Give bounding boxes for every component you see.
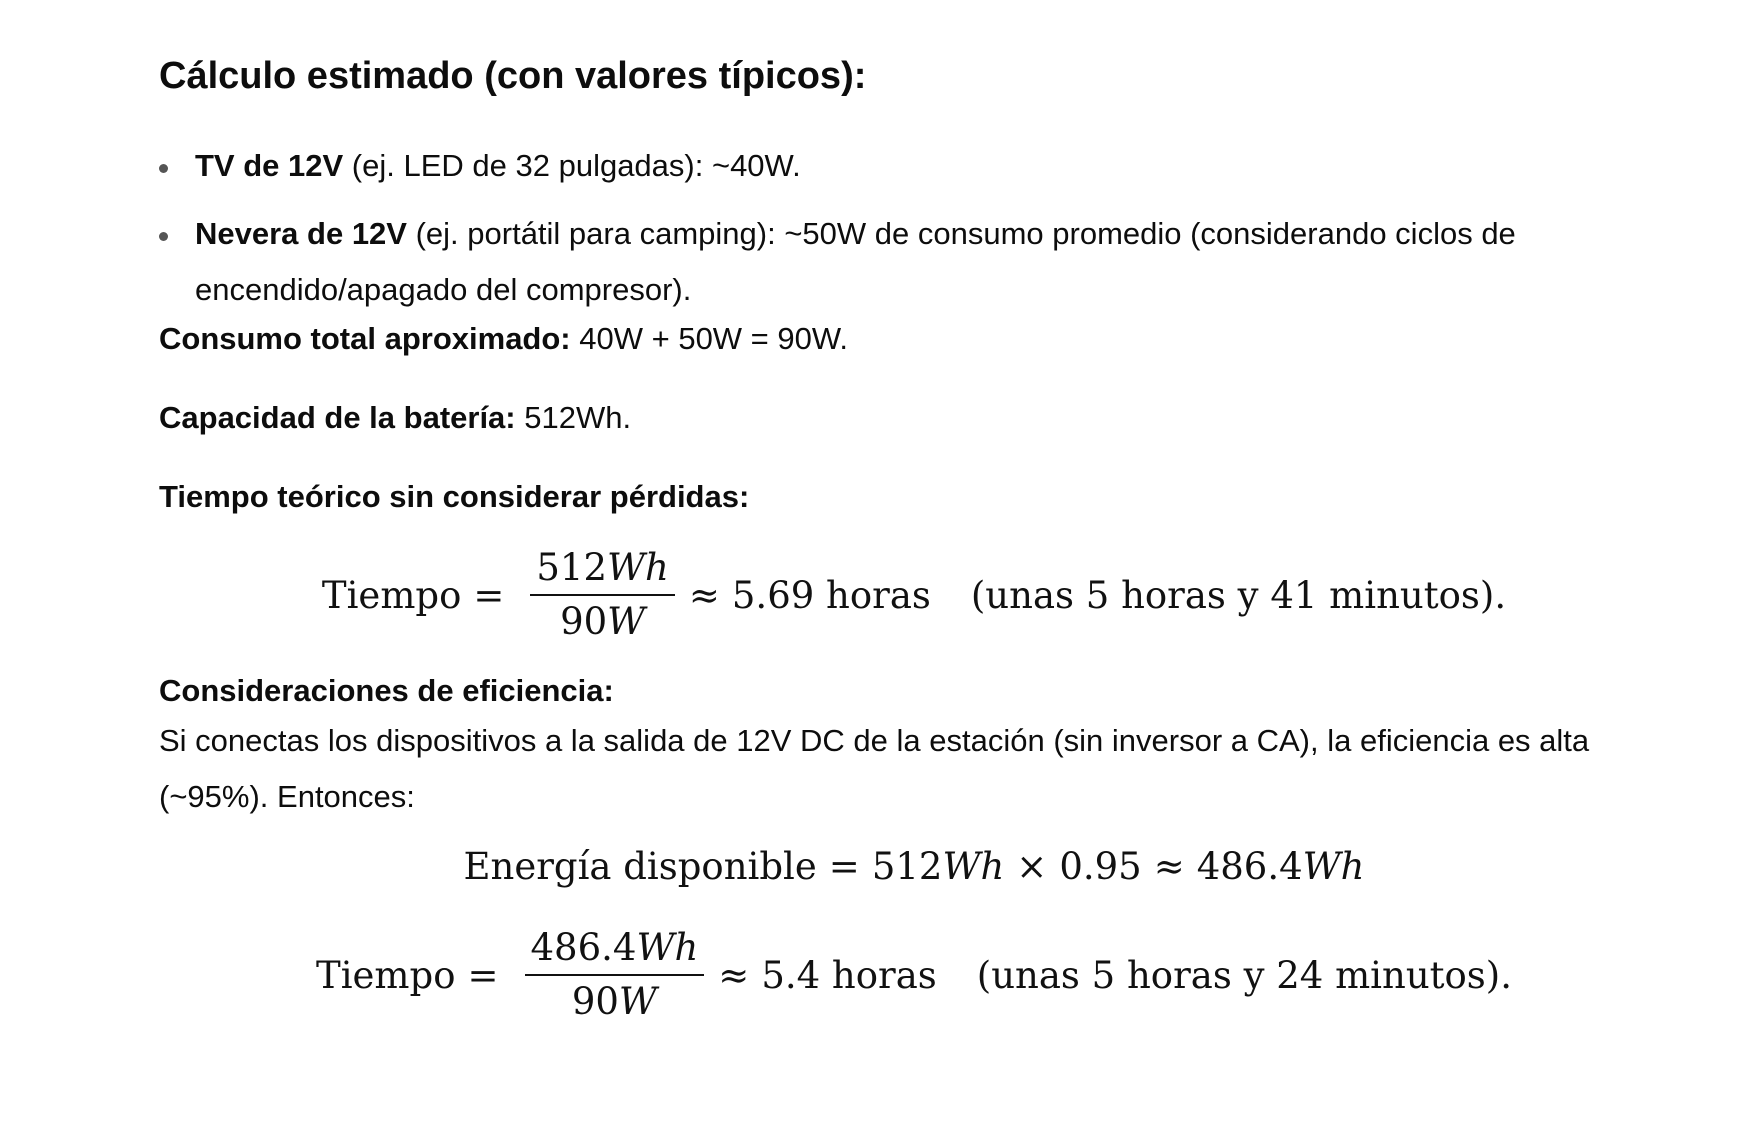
eq1-numerator bbox=[530, 548, 674, 596]
eq1-den-unit: W bbox=[607, 600, 646, 643]
eq2-lhs: Energía disponible bbox=[463, 845, 817, 888]
eq1-num-unit: Wh bbox=[607, 546, 669, 589]
list-item-tv bbox=[159, 138, 1659, 194]
total-consumption-value: 40W + 50W = 90W. bbox=[570, 321, 849, 356]
eq2-approx: ≈ bbox=[1153, 845, 1185, 888]
battery-capacity bbox=[159, 390, 631, 446]
eq3-note: (unas 5 horas y 24 minutos). bbox=[976, 953, 1512, 997]
efficiency-heading bbox=[159, 663, 614, 719]
fridge-detail: (ej. portátil para camping): ~50W de consumo promedio (considerando ciclos de encendido/apagado del compresor). bbox=[195, 216, 1516, 307]
tv-label: TV de 12V bbox=[195, 148, 344, 183]
tv-detail: (ej. LED de 32 pulgadas): ~40W. bbox=[343, 148, 801, 183]
eq2-equals: = bbox=[828, 845, 860, 888]
eq1-result: 5.69 horas bbox=[731, 573, 931, 617]
eq1-equals: = bbox=[473, 573, 505, 617]
theoretical-time-label bbox=[159, 469, 749, 525]
eq1-lhs: Tiempo bbox=[321, 573, 462, 617]
theoretical-time-heading: Tiempo teórico sin considerar pérdidas: bbox=[159, 479, 750, 514]
device-list bbox=[159, 138, 1659, 330]
eq1-note: (unas 5 horas y 41 minutos). bbox=[970, 573, 1507, 617]
battery-capacity-value: 512Wh. bbox=[515, 400, 632, 435]
eq1-approx: ≈ bbox=[688, 573, 720, 617]
eq3-denominator bbox=[566, 976, 663, 1022]
equation-real-time bbox=[159, 928, 1669, 1022]
eq1-den-value: 90 bbox=[560, 600, 608, 643]
total-consumption-label: Consumo total aproximado: bbox=[159, 321, 571, 356]
bullet-dot-icon bbox=[159, 232, 168, 241]
eq1-num-value: 512 bbox=[536, 546, 608, 589]
eq3-den-value: 90 bbox=[571, 980, 619, 1023]
bullet-dot-icon bbox=[159, 164, 168, 173]
total-consumption bbox=[159, 311, 848, 367]
equation-theoretical-time bbox=[159, 548, 1669, 642]
eq3-approx: ≈ bbox=[718, 953, 750, 997]
equation-available-energy bbox=[159, 845, 1669, 888]
eq1-fraction bbox=[530, 548, 674, 642]
fridge-label: Nevera de 12V bbox=[195, 216, 407, 251]
efficiency-label: Consideraciones de eficiencia: bbox=[159, 673, 614, 708]
eq2-unit: Wh bbox=[942, 845, 1005, 888]
eq2-times: × bbox=[1016, 845, 1048, 888]
section-heading: Cálculo estimado (con valores típicos): bbox=[159, 55, 867, 97]
eq3-fraction bbox=[525, 928, 705, 1022]
eq2-factor: 0.95 bbox=[1059, 845, 1142, 888]
eq3-numerator bbox=[525, 928, 705, 976]
list-item-fridge bbox=[159, 206, 1659, 318]
eq1-denominator bbox=[554, 596, 651, 642]
eq2-value: 512 bbox=[871, 845, 943, 888]
eq3-equals: = bbox=[467, 953, 499, 997]
battery-capacity-label: Capacidad de la batería: bbox=[159, 400, 516, 435]
eq2-result-value: 486.4 bbox=[1196, 845, 1303, 888]
efficiency-text: Si conectas los dispositivos a la salida de 12V DC de la estación (sin inversor a CA), la eficiencia es alta (~95%). Entonces: bbox=[159, 723, 1590, 814]
eq3-num-value: 486.4 bbox=[530, 926, 637, 969]
eq3-result: 5.4 horas bbox=[761, 953, 937, 997]
eq3-num-unit: Wh bbox=[636, 926, 699, 969]
eq3-den-unit: W bbox=[618, 980, 657, 1023]
eq2-result-unit: Wh bbox=[1302, 845, 1365, 888]
eq3-lhs: Tiempo bbox=[316, 953, 456, 997]
